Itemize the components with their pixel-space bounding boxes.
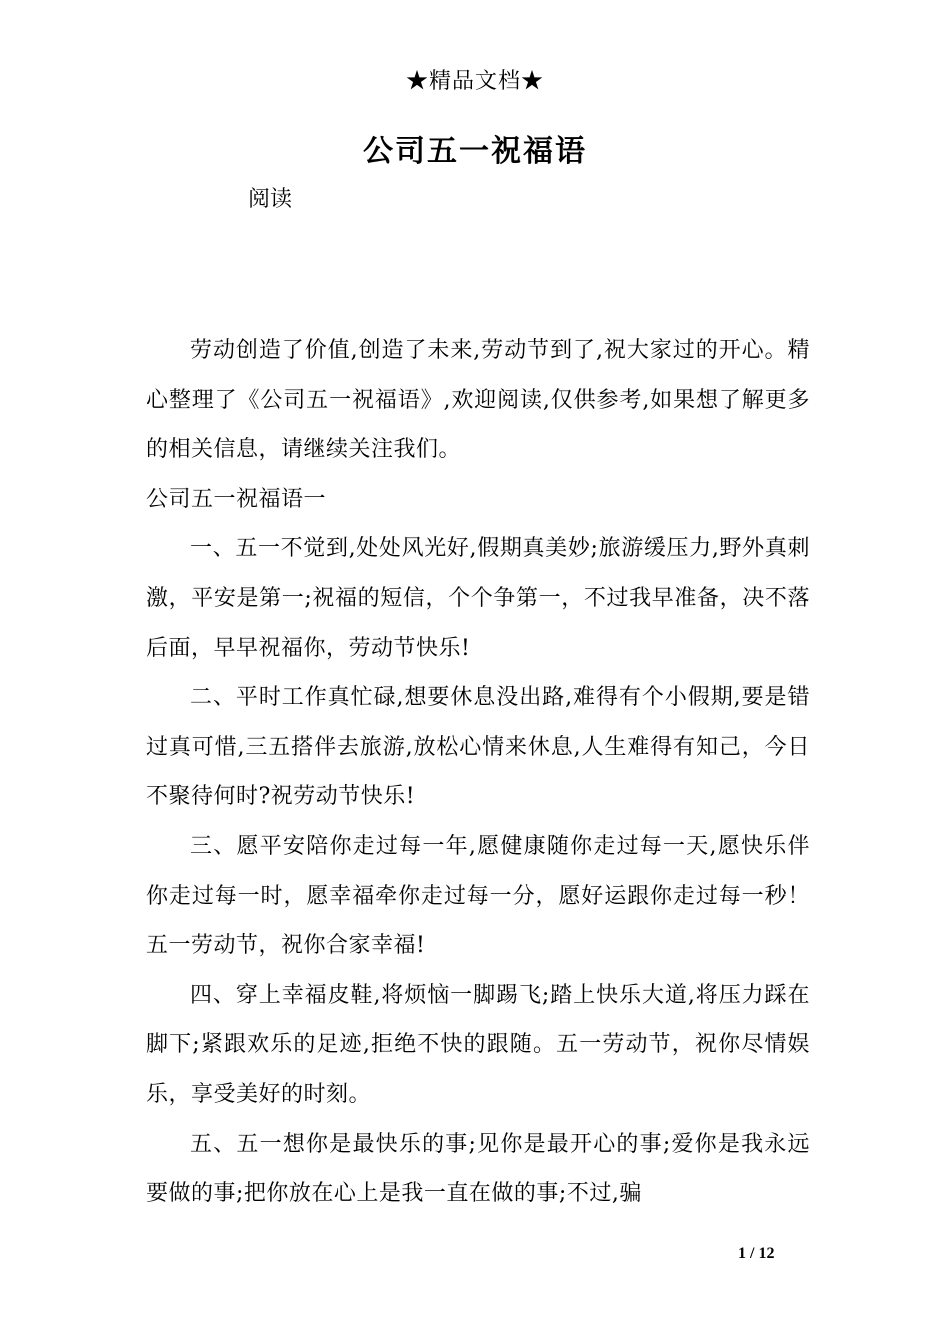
greeting-paragraph-2: 二、平时工作真忙碌,想要休息没出路,难得有个小假期,要是错过真可惜,三五搭伴去旅游,放松心情来休息,人生难得有知己，今日不聚待何时?祝劳动节快乐!	[146, 685, 810, 810]
greeting-paragraph-3: 三、愿平安陪你走过每一年,愿健康随你走过每一天,愿快乐伴你走过每一时，愿幸福牵你走过每一分，愿好运跟你走过每一秒！五一劳动节，祝你合家幸福!	[146, 833, 810, 959]
greeting-paragraph-5: 五、五一想你是最快乐的事;见你是最开心的事;爱你是我永远要做的事;把你放在心上是我一直在做的事;不过,骗	[146, 1131, 810, 1207]
greeting-paragraph-1: 一、五一不觉到,处处风光好,假期真美妙;旅游缓压力,野外真刺激，平安是第一;祝福的短信，个个争第一，不过我早准备，决不落后面，早早祝福你，劳动节快乐!	[146, 536, 810, 661]
page-number: 1 / 12	[738, 1245, 775, 1262]
document-title: 公司五一祝福语	[363, 134, 587, 169]
section-heading: 公司五一祝福语一	[146, 486, 327, 512]
greeting-paragraph-4: 四、穿上幸福皮鞋,将烦恼一脚踢飞;踏上快乐大道,将压力踩在脚下;紧跟欢乐的足迹,拒绝不快的跟随。五一劳动节，祝你尽情娱乐，享受美好的时刻。	[146, 982, 810, 1107]
intro-paragraph: 劳动创造了价值,创造了未来,劳动节到了,祝大家过的开心。精心整理了《公司五一祝福语》,欢迎阅读,仅供参考,如果想了解更多的相关信息，请继续关注我们。	[146, 338, 810, 463]
header-mark: ★精品文档★	[405, 69, 544, 94]
read-label: 阅读	[248, 187, 293, 212]
document-body	[146, 326, 810, 1219]
